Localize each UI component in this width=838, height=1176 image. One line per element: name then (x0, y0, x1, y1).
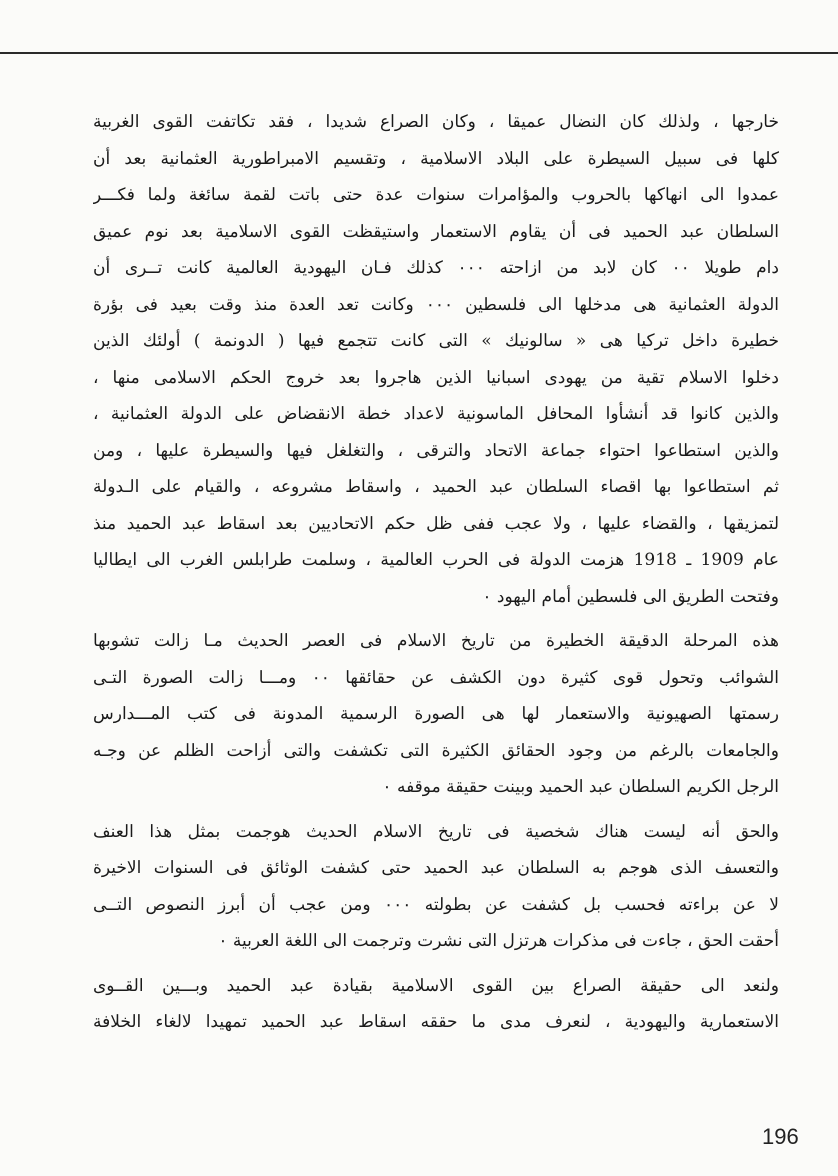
text-line: الشوائب وتحول قوى كثيرة دون الكشف عن حقائقها ٠٠ ومـــا زالت الصورة التـى (93, 667, 779, 688)
text-line: والحق أنه ليست هناك شخصية فى تاريخ الاسلام الحديث هوجمت بمثل هذا العنف (93, 821, 779, 842)
text-line: عمدوا الى انهاكها بالحروب والمؤامرات سنوات عدة حتى باتت لقمة سائغة ولما فكـــر (93, 185, 779, 205)
paragraph-4 (93, 968, 779, 1041)
text-line: خطيرة داخل تركيا هى « سالونيك » التى كانت تتجمع فيها ( الدونمة ) أولئك الذين (93, 331, 779, 351)
text-line: لا عن براءته فحسب بل كشفت عن بطولته ٠٠٠ ومن عجب أن أبرز النصوص التــى (93, 894, 779, 915)
text-line: هذه المرحلة الدقيقة الخطيرة من تاريخ الاسلام فى العصر الحديث مـا زالت تشوبها (93, 631, 779, 651)
text-line: والتعسف الذى هوجم به السلطان عبد الحميد حتى كشفت الوثائق فى السنوات الاخيرة (93, 858, 779, 878)
text-line: دام طويلا ٠٠ كان لابد من ازاحته ٠٠٠ كذلك فـان اليهودية العالمية كانت تــرى أن (93, 258, 779, 278)
text-line: وفتحت الطريق الى فلسطين أمام اليهود ٠ (482, 586, 779, 607)
text-line: أحقت الحق ، جاءت فى مذكرات هرتزل التى نشرت وترجمت الى اللغة العربية ٠ (218, 931, 779, 951)
text-line: الاستعمارية واليهودية ، لنعرف مدى ما حققه اسقاط عبد الحميد تمهيدا لالغاء الخلافة (93, 1012, 779, 1032)
text-line: كلها فى سبيل السيطرة على البلاد الاسلامية ، وتقسيم الامبراطورية العثمانية بعد أن (93, 148, 779, 169)
text-line: والذين كانوا قد أنشأوا المحافل الماسونية لاعداد خطة الانقضاض على الدولة العثمانية ، (93, 404, 779, 424)
text-line: الدولة العثمانية هى مدخلها الى فلسطين ٠٠٠ وكانت تعد العدة منذ وقت بعيد فى بؤرة (93, 294, 779, 315)
text-line: عام 1909 ـ 1918 هزمت الدولة فى الحرب العالمية ، وسلمت طرابلس الغرب الى ايطاليا (93, 550, 779, 570)
text-line: والذين استطاعوا احتواء جماعة الاتحاد والترقى ، والتغلغل فيها والسيطرة عليها ، ومن (93, 440, 779, 461)
text-line: السلطان عبد الحميد فى أن يقاوم الاستعمار واستيقظت القوى الاسلامية بعد نوم عميق (93, 221, 779, 242)
page-number: 196 (762, 1124, 799, 1149)
text-line: خارجها ، ولذلك كان النضال عميقا ، وكان الصراع شديدا ، فقد تكاتفت القوى الغربية (93, 112, 779, 132)
text-line: الرجل الكريم السلطان عبد الحميد وبينت حقيقة موقفه ٠ (382, 777, 779, 797)
text-line: والجامعات بالرغم من وجود الحقائق الكثيرة التى تكشفت والتى أزاحت الظلم عن وجـه (93, 740, 779, 761)
paragraph-3 (93, 814, 779, 960)
text-line: لتمزيقها ، والقضاء عليها ، ولا عجب ففى ظل حكم الاتحاديين بعد اسقاط عبد الحميد منذ (93, 513, 779, 534)
text-line: رسمتها الصهيونية والاستعمار لها هى الصورة الرسمية المدونة فى كتب المـــدارس (93, 704, 779, 724)
body-text (93, 104, 779, 1041)
text-line: ولنعد الى حقيقة الصراع بين القوى الاسلامية بقيادة عبد الحميد وبـــين القــوى (93, 975, 779, 996)
text-line: دخلوا الاسلام تقية من يهودى اسبانيا الذين هاجروا بعد خروج الحكم الاسلامى منها ، (93, 367, 779, 388)
text-line: ثم استطاعوا بها اقصاء السلطان عبد الحميد ، واسقاط مشروعه ، والقيام على الـدولة (93, 477, 779, 497)
paragraph-1 (93, 104, 779, 615)
header-rule (0, 52, 838, 54)
paragraph-2 (93, 623, 779, 806)
